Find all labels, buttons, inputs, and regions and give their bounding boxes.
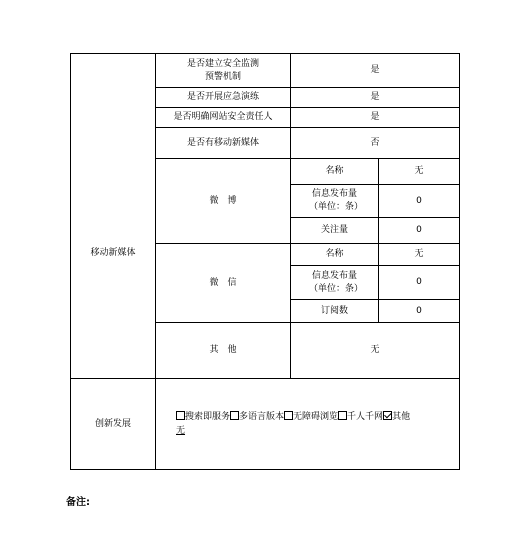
security-monitoring-value: 是 <box>370 65 380 75</box>
checkbox-icon[interactable] <box>176 411 185 420</box>
other-media-label: 其 他 <box>209 345 237 355</box>
other-media-value: 无 <box>370 345 380 355</box>
weibo-name-label: 名称 <box>325 166 344 176</box>
innovation-option[interactable]: 无障碍浏览 <box>284 412 338 422</box>
weibo-posts-value: 0 <box>416 195 422 206</box>
checked-checkbox-icon[interactable] <box>383 411 392 420</box>
wechat-name-value: 无 <box>414 249 424 259</box>
checkbox-icon[interactable] <box>338 411 347 420</box>
has-mobile-media-value: 否 <box>370 137 380 148</box>
table-border-right <box>459 53 460 470</box>
security-person-value: 是 <box>370 112 380 122</box>
mobile-media-section-label: 移动新媒体 <box>90 247 136 258</box>
weibo-name-value: 无 <box>414 166 424 176</box>
weibo-label: 微 博 <box>209 195 237 206</box>
wechat-posts-value: 0 <box>416 277 422 287</box>
wechat-posts-label: 信息发布量（单位：条） <box>309 270 364 294</box>
table-border-bottom <box>70 469 459 470</box>
weibo-posts-label: 信息发布量（单位：条） <box>309 189 364 212</box>
checkbox-icon[interactable] <box>230 411 239 420</box>
emergency-drill-value: 是 <box>370 92 380 102</box>
innovation-option[interactable]: 其他 <box>383 412 410 422</box>
wechat-name-label: 名称 <box>325 249 344 259</box>
innovation-options <box>176 410 458 438</box>
innovation-option[interactable]: 千人千网 <box>338 412 383 422</box>
emergency-drill-label: 是否开展应急演练 <box>186 92 259 102</box>
wechat-subscribers-value: 0 <box>416 305 422 316</box>
innovation-section-label: 创新发展 <box>94 418 131 429</box>
note-label: 备注: <box>66 497 90 508</box>
checkbox-icon[interactable] <box>284 411 293 420</box>
security-person-label: 是否明确网站安全责任人 <box>173 112 273 122</box>
weibo-followers-value: 0 <box>416 225 422 235</box>
has-mobile-media-label: 是否有移动新媒体 <box>186 137 259 148</box>
innovation-other-text: 无 <box>176 426 186 436</box>
weibo-followers-label: 关注量 <box>320 225 348 235</box>
innovation-option[interactable]: 多语言版本 <box>230 412 284 422</box>
innovation-option-list <box>176 410 458 424</box>
innovation-option[interactable]: 搜索即服务 <box>176 412 230 422</box>
wechat-subscribers-label: 订阅数 <box>320 305 348 316</box>
wechat-label: 微 信 <box>209 277 237 288</box>
security-monitoring-label: 是否建立安全监测预警机制 <box>186 58 259 82</box>
